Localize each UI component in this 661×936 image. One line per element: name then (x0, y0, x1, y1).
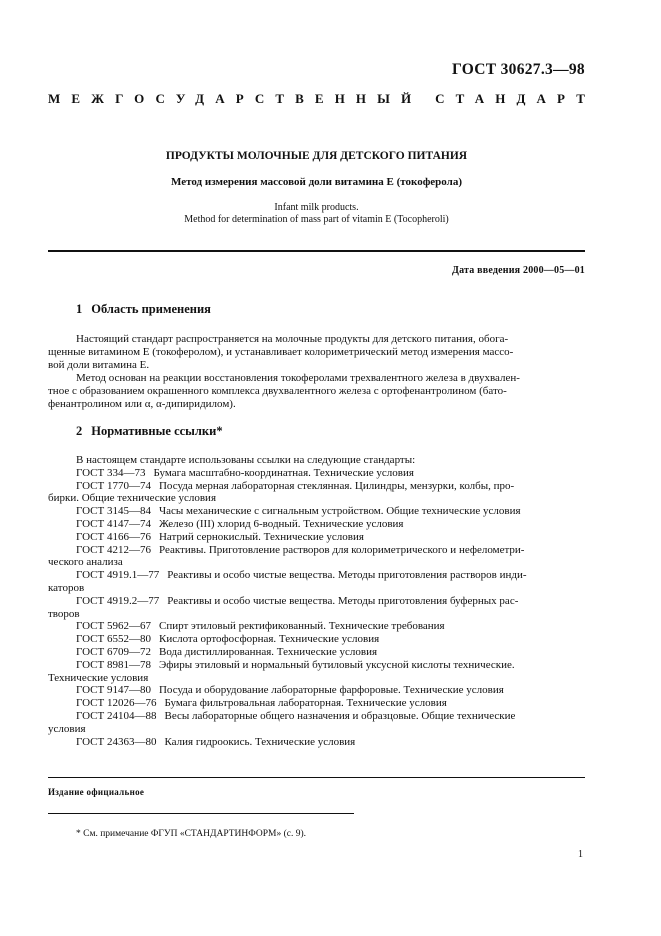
reference-title: Вода дистиллированная. Технические условия (158, 645, 378, 658)
reference-item (48, 633, 585, 646)
standard-type-word1: МЕЖГОСУДАРСТВЕННЫЙ (48, 91, 423, 106)
reference-line (48, 710, 585, 723)
reference-list (48, 467, 585, 749)
normative-references (48, 454, 585, 748)
reference-title-continuation: творов (48, 607, 80, 620)
paragraph-line: Настоящий стандарт распространяется на молочные продукты для детского питания, обога- (76, 333, 509, 345)
reference-line (48, 531, 585, 544)
paragraph-line: вой доли витамина Е. (48, 359, 150, 372)
reference-title: Бумага масштабно-координатная. Технические условия (153, 466, 414, 479)
section-1-paragraph-2 (48, 372, 585, 412)
reference-item (48, 646, 585, 659)
english-title-line2: Method for determination of mass part of vitamin E (Tocopheroli) (184, 214, 449, 225)
reference-line (48, 467, 585, 480)
reference-item (48, 518, 585, 531)
reference-item (48, 569, 585, 595)
reference-title: Реактивы и особо чистые вещества. Методы приготовления растворов инди- (167, 569, 527, 582)
reference-code: ГОСТ 4166—76 (76, 530, 151, 543)
reference-item (48, 710, 585, 736)
reference-line (48, 595, 585, 608)
reference-code: ГОСТ 4212—76 (76, 543, 151, 556)
reference-title: Кислота ортофосфорная. Технические условия (158, 633, 380, 646)
reference-title: Часы механические с сигнальным устройством. Общие технические условия (158, 505, 521, 518)
reference-title: Железо (III) хлорид 6-водный. Технические условия (158, 517, 404, 530)
footnote: * См. примечание ФГУП «СТАНДАРТИНФОРМ» (с. 9). (76, 829, 307, 839)
paragraph-line: тное с образованием окрашенного комплекса двухвалентного железа с ортофенантролином (бато- (48, 385, 507, 398)
reference-item (48, 505, 585, 518)
reference-code: ГОСТ 5962—67 (76, 620, 151, 633)
standard-type-word2: СТАНДАРТ (435, 91, 596, 106)
reference-code: ГОСТ 3145—84 (76, 505, 151, 518)
reference-line (48, 620, 585, 633)
reference-line (48, 480, 585, 493)
reference-title: Реактивы и особо чистые вещества. Методы приготовления буферных рас- (167, 594, 519, 607)
reference-code: ГОСТ 1770—74 (76, 479, 151, 492)
reference-title: Калия гидроокись. Технические условия (164, 735, 356, 748)
reference-code: ГОСТ 4919.1—77 (76, 569, 160, 582)
reference-title-continuation: условия (48, 722, 86, 735)
reference-title: Эфиры этиловый и нормальный бутиловый уксусной кислоты технические. (158, 658, 515, 671)
reference-title: Весы лабораторные общего назначения и образцовые. Общие технические (164, 709, 516, 722)
reference-title: Посуда мерная лабораторная стеклянная. Цилиндры, мензурки, колбы, про- (158, 479, 515, 492)
reference-code: ГОСТ 6552—80 (76, 633, 151, 646)
reference-title: Реактивы. Приготовление растворов для колориметрического и нефелометри- (158, 543, 525, 556)
reference-line (48, 684, 585, 697)
reference-line (48, 646, 585, 659)
section-2-title: Нормативные ссылки* (91, 424, 223, 438)
paragraph-line: фенантролином или α, α-дипиридилом). (48, 398, 236, 411)
footer-divider (48, 777, 585, 778)
reference-line (48, 569, 585, 582)
reference-line (48, 544, 585, 557)
reference-line (48, 505, 585, 518)
reference-line (48, 659, 585, 672)
reference-title: Посуда и оборудование лабораторные фарфоровые. Технические условия (158, 684, 504, 697)
reference-item (48, 684, 585, 697)
section-1-paragraph-1 (48, 333, 585, 373)
standard-type (48, 91, 596, 107)
reference-title-continuation: каторов (48, 581, 85, 594)
reference-item (48, 620, 585, 633)
section-1-heading (76, 302, 211, 317)
paragraph-line: щенные витамином Е (токоферолом), и устанавливает колориметрический метод измерения массо- (48, 346, 514, 359)
reference-title: Спирт этиловый ректификованный. Технические требования (158, 620, 445, 633)
page-number: 1 (578, 849, 583, 860)
reference-item (48, 467, 585, 480)
reference-code: ГОСТ 6709—72 (76, 645, 151, 658)
reference-title-continuation: бирки. Общие технические условия (48, 492, 217, 505)
document-title: ПРОДУКТЫ МОЛОЧНЫЕ ДЛЯ ДЕТСКОГО ПИТАНИЯ (165, 150, 468, 162)
reference-code: ГОСТ 4147—74 (76, 517, 151, 530)
reference-title: Натрий сернокислый. Технические условия (158, 530, 364, 543)
footnote-divider (48, 813, 354, 814)
reference-code: ГОСТ 24104—88 (76, 709, 157, 722)
introduction-date: Дата введения 2000—05—01 (452, 265, 585, 276)
reference-line (48, 697, 585, 710)
reference-line (48, 736, 585, 749)
gost-number: ГОСТ 30627.3—98 (451, 61, 585, 78)
reference-item (48, 697, 585, 710)
section-2-number: 2 (76, 424, 83, 438)
section-1-title: Область применения (91, 302, 211, 316)
header-divider (48, 250, 585, 252)
reference-item (48, 736, 585, 749)
reference-code: ГОСТ 8981—78 (76, 658, 151, 671)
reference-code: ГОСТ 334—73 (76, 466, 146, 479)
section-2-heading (76, 424, 223, 439)
paragraph-line: Метод основан на реакции восстановления токоферолами трехвалентного железа в двухвален- (76, 372, 520, 384)
method-title: Метод измерения массовой доли витамина Е (токоферола) (170, 176, 462, 188)
reference-line (48, 518, 585, 531)
reference-item (48, 659, 585, 685)
reference-title-continuation: Технические условия (48, 671, 149, 684)
reference-item (48, 595, 585, 621)
reference-title-continuation: ческого анализа (48, 556, 123, 569)
section-1-number: 1 (76, 302, 83, 316)
reference-item (48, 480, 585, 506)
english-title (48, 202, 585, 226)
edition-label: Издание официальное (48, 787, 145, 797)
english-title-line1: Infant milk products. (274, 202, 359, 213)
reference-item (48, 544, 585, 570)
reference-code: ГОСТ 12026—76 (76, 697, 157, 710)
reference-code: ГОСТ 4919.2—77 (76, 594, 160, 607)
reference-code: ГОСТ 9147—80 (76, 684, 151, 697)
reference-item (48, 531, 585, 544)
reference-title: Бумага фильтровальная лабораторная. Технические условия (164, 697, 447, 710)
references-lead: В настоящем стандарте использованы ссылки на следующие стандарты: (76, 454, 416, 466)
reference-line (48, 633, 585, 646)
reference-code: ГОСТ 24363—80 (76, 735, 157, 748)
